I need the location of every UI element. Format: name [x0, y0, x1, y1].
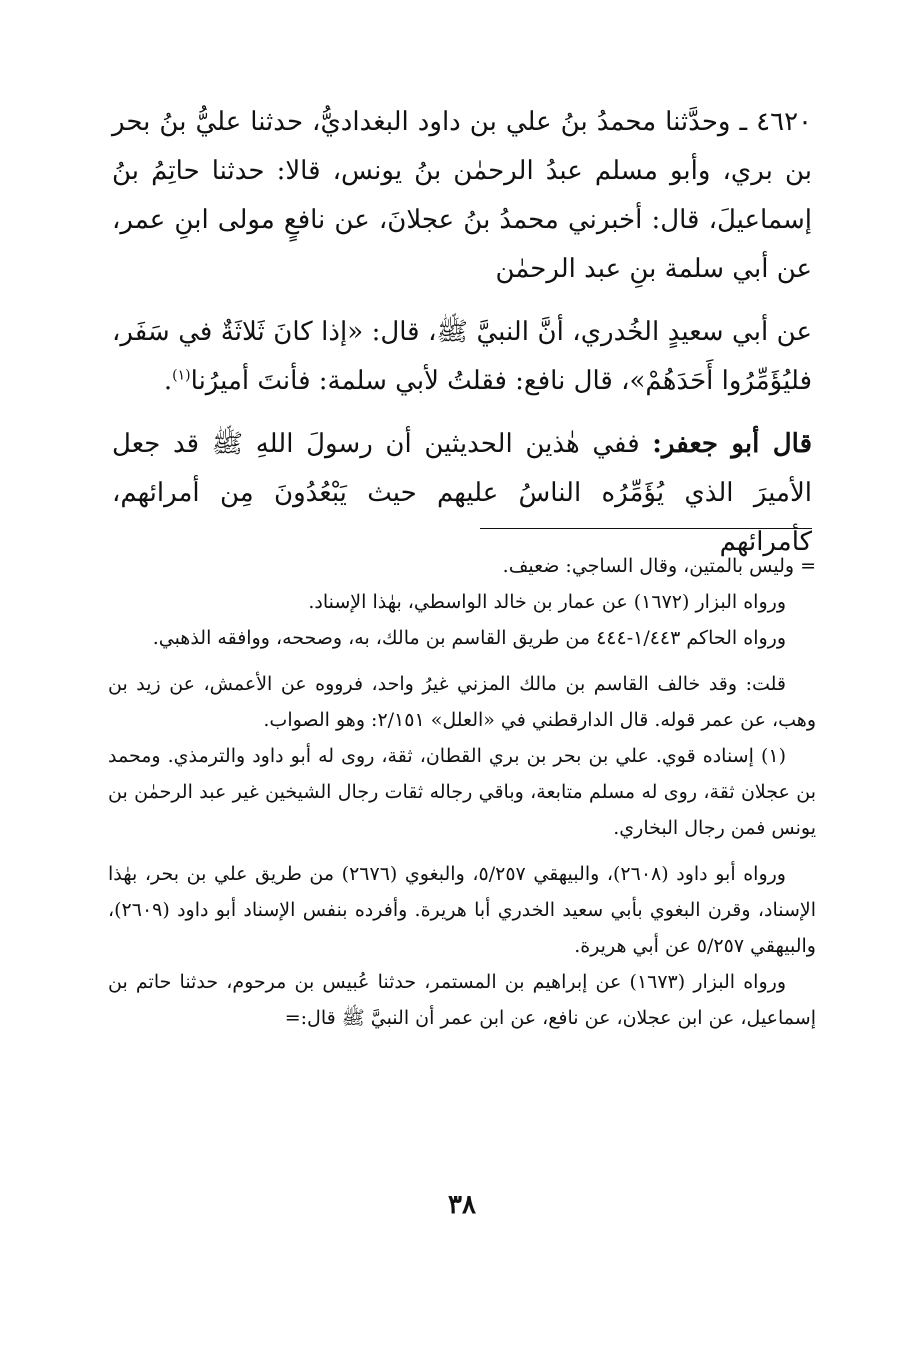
hadith-isnad: ٤٦٢٠ ـ وحدَّثنا محمدُ بنُ علي بن داود البغداديُّ، حدثنا عليُّ بنُ بحر بن بري، وأبو مسلم عبدُ الرحمٰن بنُ يونس، قالا: حدثنا حاتِمُ بنُ إسماعيلَ، قال: أخبرني محمدُ بنُ عجلانَ، عن نافعٍ مولى ابنِ عمر، عن أبي سلمة بنِ عبد الرحمٰن [112, 107, 812, 284]
page-number: ٣٨ [448, 1190, 476, 1220]
hadith-matn: عن أبي سعيدٍ الخُدري، أنَّ النبيَّ ﷺ، قال: «إذا كانَ ثَلاثَةٌ في سَفَر، فليُؤَمِّرُوا أَحَدَهُمْ»، قال نافع: فقلتُ لأبي سلمة: فأنتَ أميرُنا$^{(١)}$. [112, 317, 812, 396]
footnote-line: = وليس بالمتين، وقال الساجي: ضعيف. [502, 555, 816, 577]
footnote-line: (١) إسناده قوي. علي بن بحر بن بري القطان، ثقة، روى له أبو داود والترمذي. ومحمد بن عجلان ثقة، روى له مسلم متابعة، وباقي رجاله ثقات رجال الشيخين غير عبد الرحمٰن بن يونس فمن رجال البخاري. [108, 745, 816, 839]
hadith-text [112, 98, 812, 567]
footnotes [108, 548, 816, 1036]
footnote-line: ورواه الحاكم ١/٤٤٣-٤٤٤ من طريق القاسم بن مالك، به، وصححه، ووافقه الذهبي. [152, 627, 786, 649]
footnote-marker: (١) [172, 367, 191, 384]
footnote-line: قلت: وقد خالف القاسم بن مالك المزني غيرُ واحد، فرووه عن الأعمش، عن زيد بن وهب، عن عمر قوله. قال الدارقطني في «العلل» ٢/١٥١: وهو الصواب. [108, 673, 816, 731]
footnote-line: ورواه البزار (١٦٧٢) عن عمار بن خالد الواسطي، بهٰذا الإسناد. [308, 591, 786, 613]
commentary-lead: قال أبو جعفر: [652, 429, 813, 459]
footnote-line: ورواه البزار (١٦٧٣) عن إبراهيم بن المستمر، حدثنا عُبيس بن مرحوم، حدثنا حاتم بن إسماعيل، عن ابن عجلان، عن نافع، عن ابن عمر أن النبيَّ ﷺ قال:= [108, 971, 816, 1029]
commentary-text: ففي هٰذين الحديثين أن رسولَ اللهِ ﷺ قد جعل الأميرَ الذي يُؤَمِّرُه الناسُ عليهم حيث يَبْعُدُونَ مِن أمرائهم، كأمرائهم [112, 429, 812, 557]
footnote-line: ورواه أبو داود (٢٦٠٨)، والبيهقي ٥/٢٥٧، والبغوي (٢٦٧٦) من طريق علي بن بحر، بهٰذا الإسناد، وقرن البغوي بأبي سعيد الخدري أبا هريرة. وأفرده بنفس الإسناد أبو داود (٢٦٠٩)، والبيهقي ٥/٢٥٧ عن أبي هريرة. [108, 863, 816, 957]
footnote-separator [480, 528, 812, 529]
commentary [112, 420, 812, 567]
hadith-matn-text: عن أبي سعيدٍ الخُدري، أنَّ النبيَّ ﷺ، قال: «إذا كانَ ثَلاثَةٌ في سَفَر، فليُؤَمِّرُوا أَحَدَهُمْ»، قال نافع: فقلتُ لأبي سلمة: فأنتَ أميرُنا [112, 317, 812, 396]
